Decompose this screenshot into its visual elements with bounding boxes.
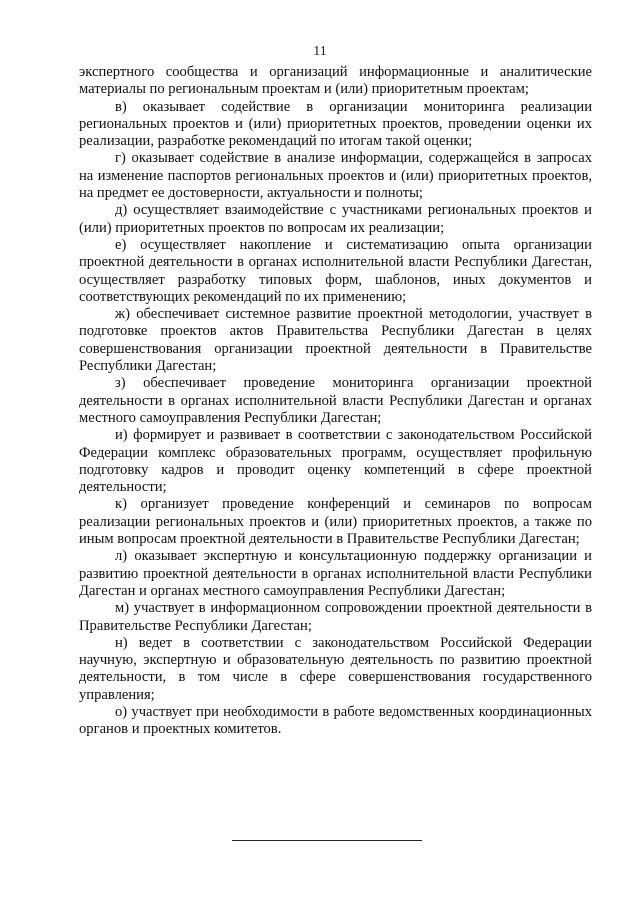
paragraph-item-e: е) осуществляет накопление и систематизацию опыта организации проектной деятельности в органах исполнительной власти Республики Дагестан, осуществляет разработку типовых форм, шаблонов, иных документов и соответствующих рекомендаций по их применению; [79,236,592,305]
paragraph-item-o: о) участвует при необходимости в работе ведомственных координационных органов и проектных комитетов. [79,703,592,738]
document-body [79,64,592,739]
page-number: 11 [313,44,327,59]
paragraph-item-k: к) организует проведение конференций и семинаров по вопросам реализации региональных проектов и (или) приоритетных проектов, а также по иным вопросам проектной деятельности в Правительстве Республики Дагестан; [79,496,592,548]
paragraph-item-m: м) участвует в информационном сопровождении проектной деятельности в Правительстве Республики Дагестан; [79,600,592,634]
paragraph-item-i: и) формирует и развивает в соответствии с законодательством Российской Федерации комплекс образовательных программ, осуществляет профильную подготовку кадров и проводит оценку компетенций в сфере проектной деятельности; [79,427,592,496]
paragraph-item-l: л) оказывает экспертную и консультационную поддержку организации и развитию проектной деятельности в органах исполнительной власти Республики Дагестан и органах местного самоуправления Республики Дагестан; [79,548,592,599]
paragraph-continuation: экспертного сообщества и организаций информационные и аналитические материалы по региональным проектам и (или) приоритетным проектам; [79,64,592,98]
paragraph-item-n: н) ведет в соответствии с законодательством Российской Федерации научную, экспертную и образовательную деятельность по развитию проектной деятельности, в том числе в сфере совершенствования государственного управления; [79,634,592,703]
paragraph-item-z: з) обеспечивает проведение мониторинга организации проектной деятельности в органах исполнительной власти Республики Дагестан и органах местного самоуправления Республики Дагестан; [79,375,592,426]
end-divider [232,840,422,841]
paragraph-item-d: д) осуществляет взаимодействие с участниками региональных проектов и (или) приоритетных проектов по вопросам их реализации; [79,202,592,236]
paragraph-item-v: в) оказывает содействие в организации мониторинга реализации региональных проектов и (или) приоритетных проектов, проведении оценки их реализации, разработке рекомендаций по итогам такой оценки; [79,98,592,150]
paragraph-item-zh: ж) обеспечивает системное развитие проектной методологии, участвует в подготовке проектов актов Правительства Республики Дагестан в целях совершенствования организации проектной деятельности в Правительстве Республики Дагестан; [79,306,592,375]
paragraph-item-g: г) оказывает содействие в анализе информации, содержащейся в запросах на изменение паспортов региональных проектов и (или) приоритетных проектов, на предмет ее достоверности, актуальности и полноты; [79,150,592,202]
